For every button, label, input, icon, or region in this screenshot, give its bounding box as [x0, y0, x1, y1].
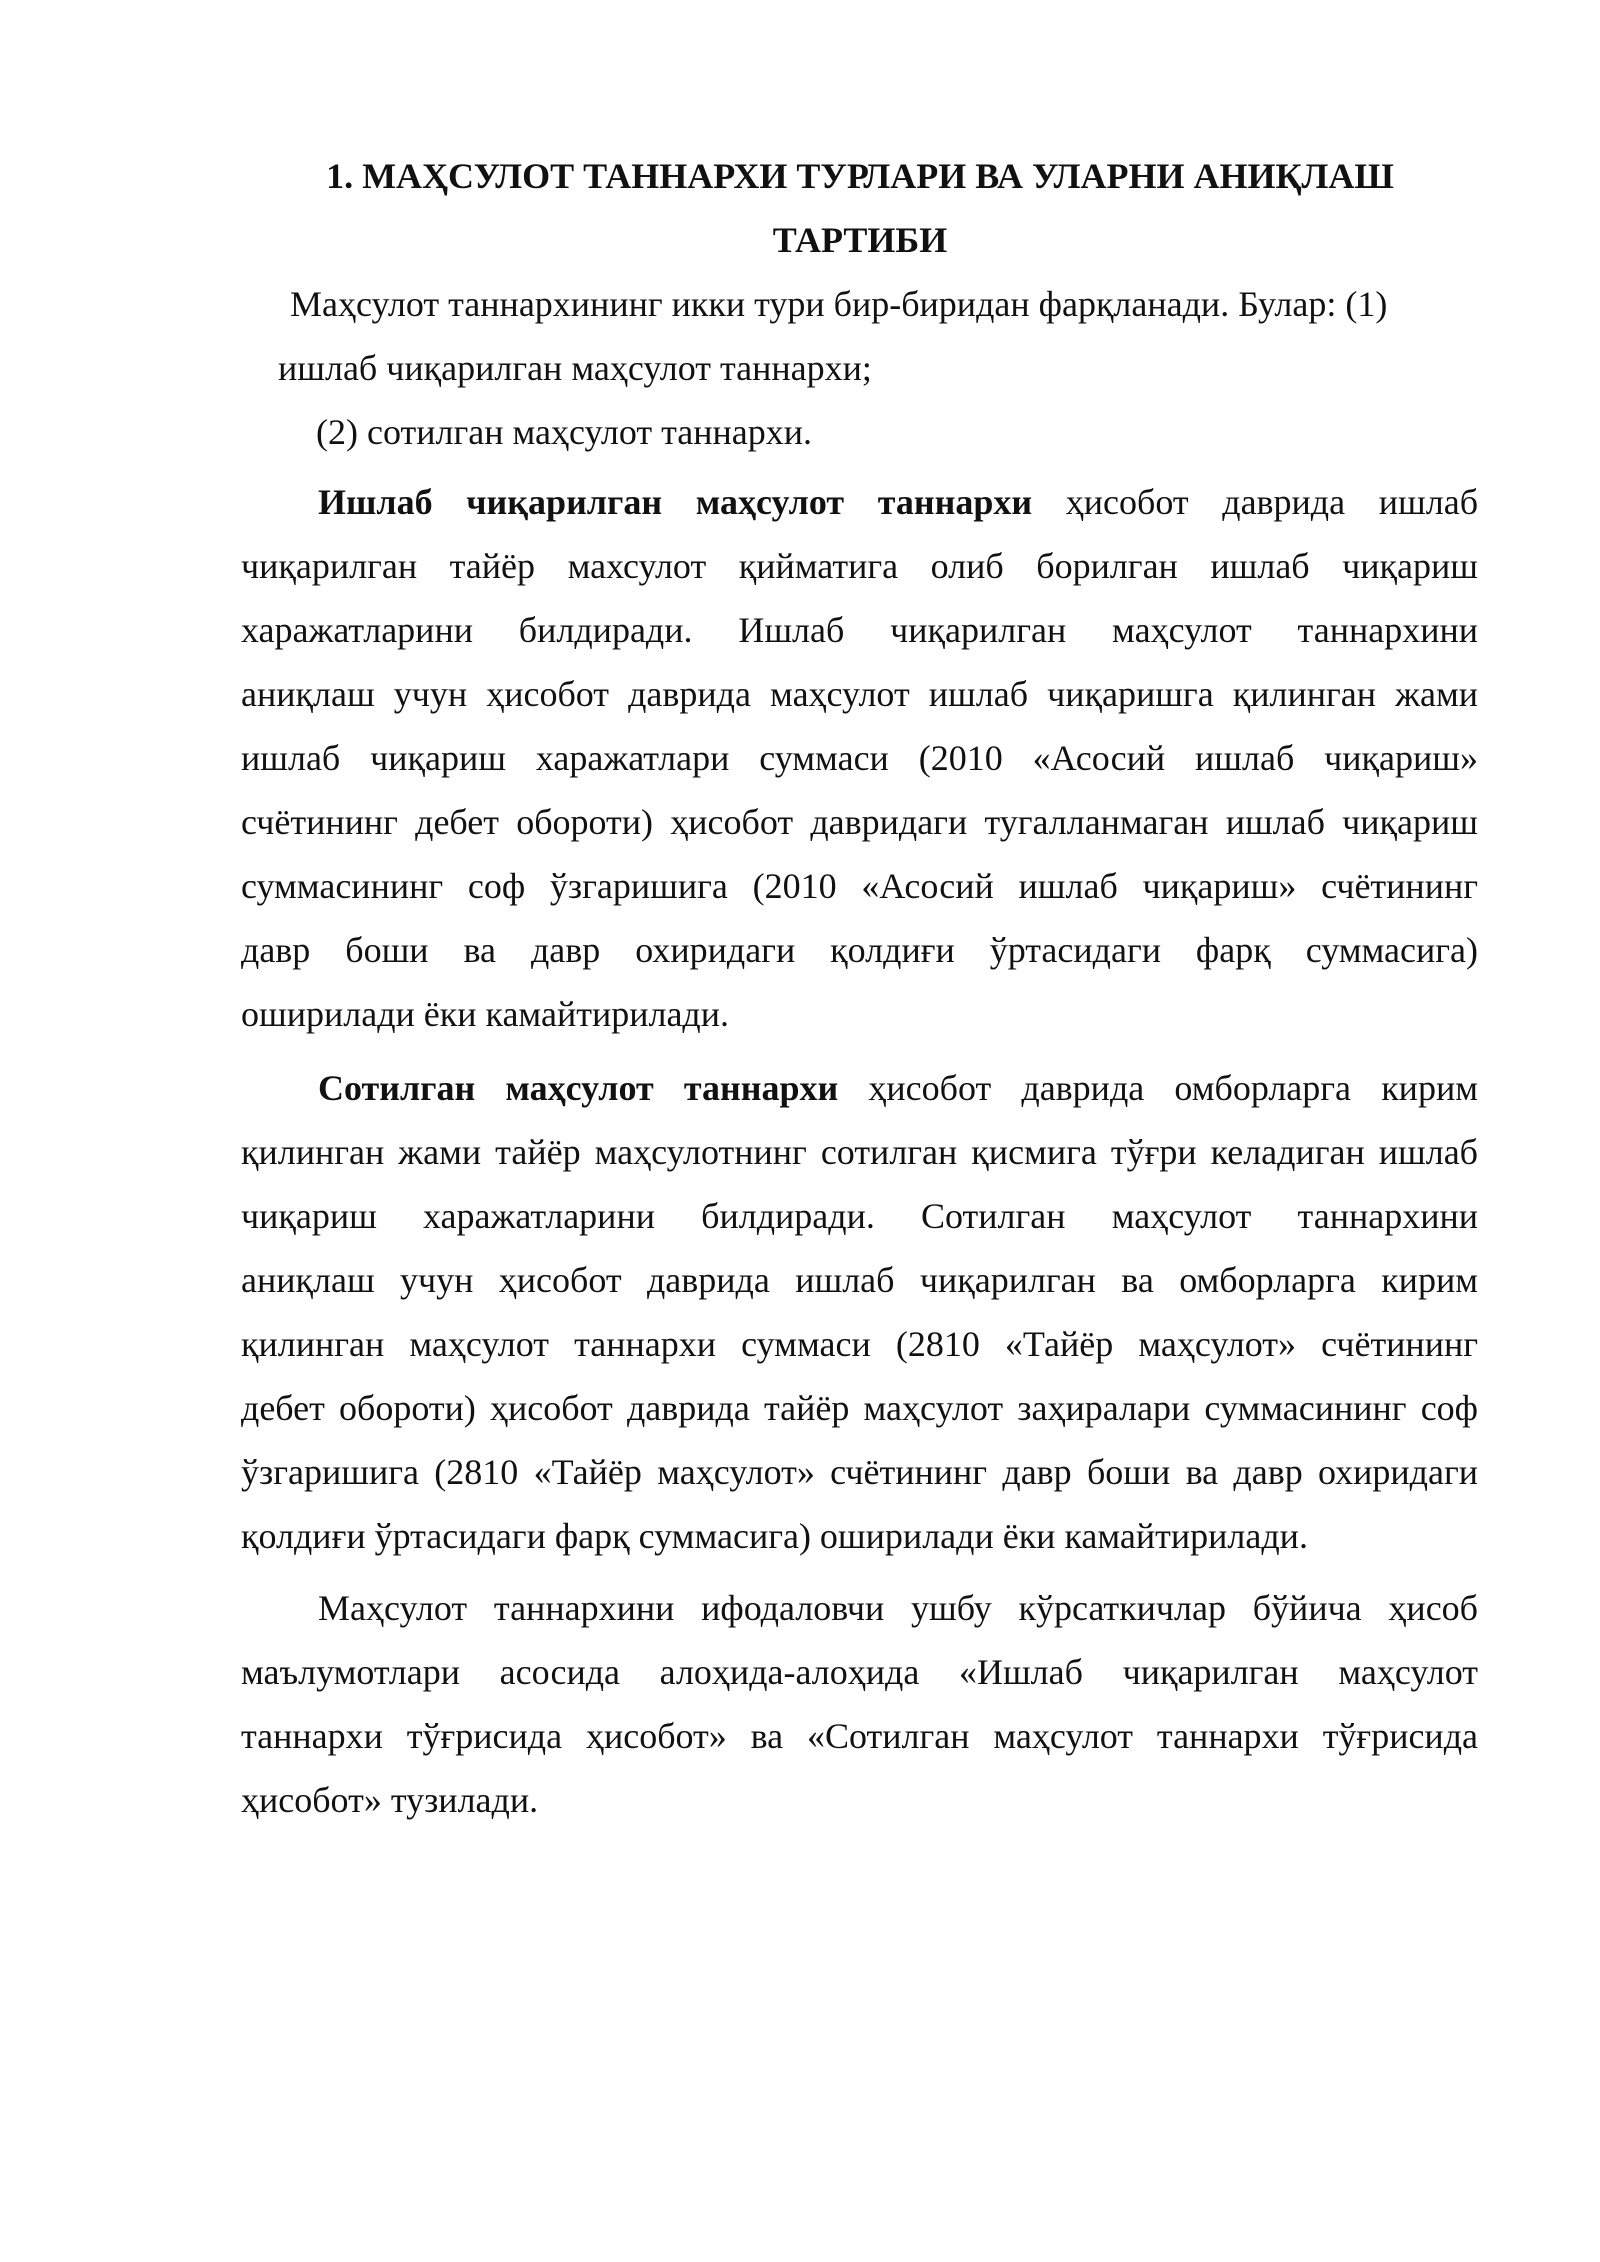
paragraph1-line: суммасининг соф ўзгаришига (2010 «Асосий ишлаб чиқариш» счётининг: [241, 866, 1478, 906]
paragraph2-line: ўзгаришига (2810 «Тайёр маҳсулот» счётининг давр боши ва давр охиридаги: [241, 1452, 1478, 1492]
paragraph3-line: таннархи тўғрисида ҳисобот» ва «Сотилган маҳсулот таннархи тўғрисида: [241, 1716, 1478, 1756]
paragraph2-first-line-rest: ҳисобот даврида омборларга кирим: [868, 1068, 1478, 1108]
paragraph1-last-line: оширилади ёки камайтирилади.: [241, 994, 730, 1034]
paragraph2-bold-lead: Сотилган маҳсулот таннархи: [318, 1068, 839, 1108]
paragraph2-line: чиқариш харажатларини билдиради. Сотилган маҳсулот таннархини: [241, 1196, 1478, 1236]
paragraph3-first-line: Маҳсулот таннархини ифодаловчи ушбу кўрсаткичлар бўйича ҳисоб: [318, 1588, 1478, 1628]
page-title-line2: ТАРТИБИ: [772, 220, 948, 260]
paragraph3-line: маълумотлари асосида алоҳида-алоҳида «Ишлаб чиқарилган маҳсулот: [241, 1652, 1478, 1692]
paragraph3-last-line: ҳисобот» тузилади.: [241, 1780, 539, 1820]
paragraph1-line: счётининг дебет обороти) ҳисобот давридаги тугалланмаган ишлаб чиқариш: [241, 802, 1478, 842]
paragraph2-line: қилинган маҳсулот таннархи суммаси (2810 «Тайёр маҳсулот» счётининг: [241, 1324, 1478, 1364]
paragraph2-line: қилинган жами тайёр маҳсулотнинг сотилган қисмига тўғри келадиган ишлаб: [241, 1132, 1478, 1172]
paragraph1-line: аниқлаш учун ҳисобот даврида маҳсулот ишлаб чиқаришга қилинган жами: [241, 674, 1478, 714]
page-title-line1: 1. МАҲСУЛОТ ТАННАРХИ ТУРЛАРИ ВА УЛАРНИ АНИҚЛАШ: [326, 156, 1394, 196]
paragraph1-line: чиқарилган тайёр махсулот қийматига олиб борилган ишлаб чиқариш: [241, 546, 1478, 586]
paragraph2-first-line: [318, 1056, 1478, 1120]
paragraph1-first-line-rest: ҳисобот даврида ишлаб: [1065, 482, 1478, 522]
paragraph1-bold-lead: Ишлаб чиқарилган маҳсулот таннархи: [318, 482, 1033, 522]
paragraph1-line: харажатларини билдиради. Ишлаб чиқарилган маҳсулот таннархини: [241, 610, 1478, 650]
intro-line2: ишлаб чиқарилган маҳсулот таннархи;: [278, 348, 872, 388]
paragraph2-line: аниқлаш учун ҳисобот даврида ишлаб чиқарилган ва омборларга кирим: [241, 1260, 1478, 1300]
paragraph2-last-line: қолдиғи ўртасидаги фарқ суммасига) оширилади ёки камайтирилади.: [241, 1516, 1308, 1556]
paragraph1-line: ишлаб чиқариш харажатлари суммаси (2010 «Асосий ишлаб чиқариш»: [241, 738, 1478, 778]
intro-line3: (2) сотилган маҳсулот таннархи.: [316, 412, 813, 452]
intro-line1: Маҳсулот таннархининг икки тури бир-биридан фарқланади. Булар: (1): [290, 284, 1388, 324]
paragraph1-first-line: [318, 470, 1478, 534]
paragraph2-line: дебет обороти) ҳисобот даврида тайёр маҳсулот заҳиралари суммасининг соф: [241, 1388, 1478, 1428]
paragraph1-line: давр боши ва давр охиридаги қолдиғи ўртасидаги фарқ суммасига): [241, 930, 1478, 970]
